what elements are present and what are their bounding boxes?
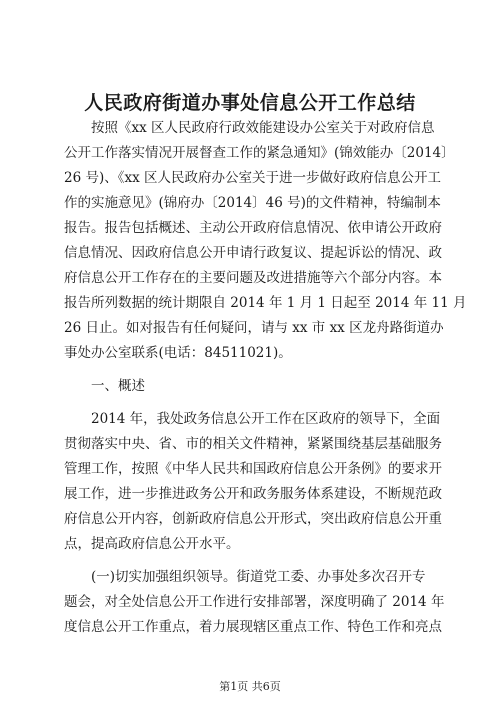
text-line: 事处办公室联系(电话：84511021)。 <box>64 345 292 361</box>
text-line: 26 号)、《xx 区人民政府办公室关于进一步做好政府信息公开工 <box>64 170 442 186</box>
text-line: 2014 年，我处政务信息公开工作在区政府的领导下，全面 <box>91 411 441 427</box>
text-line: 报告。报告包括概述、主动公开政府信息情况、依申请公开政府 <box>64 220 442 236</box>
paragraph-3 <box>64 565 445 640</box>
page-number-footer: 第1页 共6页 <box>219 680 281 693</box>
text-line: (一)切实加强组织领导。街道党工委、办事处多次召开专 <box>91 569 426 585</box>
text-line: 按照《xx 区人民政府行政效能建设办公室关于对政府信息 <box>91 120 435 136</box>
spacer <box>64 366 440 374</box>
text-line: 公开工作落实情况开展督查工作的紧急通知》(锦效能办〔2014〕 <box>64 145 455 161</box>
spacer <box>64 399 440 407</box>
spacer <box>64 557 440 565</box>
text-line: 府信息公开内容，创新政府信息公开形式，突出政府信息公开重 <box>64 511 442 527</box>
paragraph-1 <box>64 116 467 366</box>
text-line: 度信息公开工作重点，着力展现辖区重点工作、特色工作和亮点 <box>64 619 442 635</box>
section-heading: 一、概述 <box>91 378 145 394</box>
document-body <box>64 116 467 640</box>
text-line: 作的实施意见》(锦府办〔2014〕46 号)的文件精神，特编制本 <box>64 195 441 211</box>
text-line: 题会，对全处信息公开工作进行安排部署，深度明确了 2014 年 <box>64 594 445 610</box>
text-line: 信息情况、因政府信息公开申请行政复议、提起诉讼的情况、政 <box>64 245 442 261</box>
document-title: 人民政府街道办事处信息公开工作总结 <box>84 92 416 114</box>
text-line: 贯彻落实中央、省、市的相关文件精神，紧紧围绕基层基础服务 <box>64 436 442 452</box>
text-line: 展工作，进一步推进政务公开和政务服务体系建设，不断规范政 <box>64 486 442 502</box>
text-line: 管理工作，按照《中华人民共和国政府信息公开条例》的要求开 <box>64 461 442 477</box>
text-line: 点，提高政府信息公开水平。 <box>64 536 240 552</box>
paragraph-2 <box>64 407 440 557</box>
text-line: 府信息公开工作存在的主要问题及改进措施等六个部分内容。本 <box>64 270 442 286</box>
text-line: 报告所列数据的统计期限自 2014 年 1 月 1 日起至 2014 年 11 月 <box>64 295 467 311</box>
text-line: 26 日止。如对报告有任何疑问，请与 xx 市 xx 区龙舟路街道办 <box>64 320 444 336</box>
